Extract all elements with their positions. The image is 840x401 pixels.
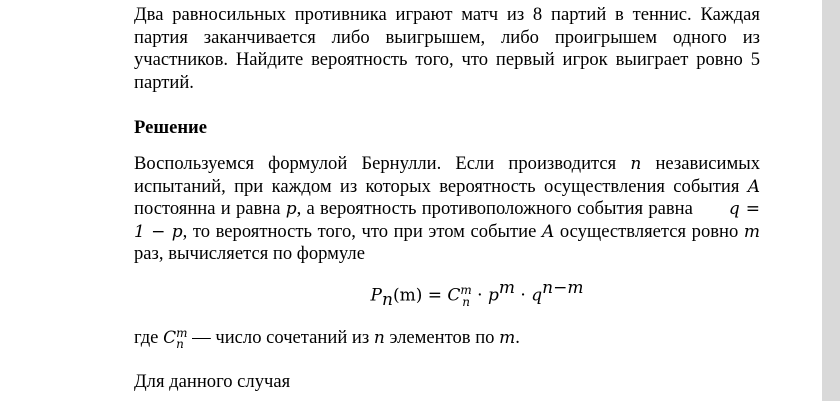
combinations-paragraph-block bbox=[134, 327, 760, 350]
text-span: , то вероятность того, что при этом событие bbox=[182, 220, 542, 242]
text-span: , а вероятность противоположного события равна bbox=[296, 198, 693, 220]
math-A: A bbox=[541, 221, 555, 242]
math-n: n bbox=[630, 154, 642, 174]
formula-arg: (m) = bbox=[392, 285, 448, 306]
case-paragraph: Для данного случая bbox=[134, 371, 291, 392]
formula-dot: · bbox=[515, 285, 532, 306]
math-m: m bbox=[499, 328, 516, 348]
formula-C: C bbox=[447, 285, 461, 306]
math-q-expression: q = 1 − p bbox=[134, 199, 760, 242]
math-m: m bbox=[743, 221, 760, 242]
text-span: где bbox=[134, 327, 164, 348]
problem-statement: Два равносильных противника играют матч из 8 партий в теннис. Каждая партия заканчивается либо выигрышем, либо проигрышем одного из участников. Найдите вероятность того, что первый игрок выиграет ровно 5 партий. bbox=[134, 4, 760, 93]
text-span: раз, вычисляется по формуле bbox=[134, 243, 365, 265]
formula-q: q bbox=[531, 285, 543, 306]
formula-P-sub: n bbox=[381, 290, 393, 311]
math-C-sub: n bbox=[176, 336, 184, 351]
text-span: — число сочетаний из bbox=[187, 327, 374, 348]
formula-p: p bbox=[488, 285, 499, 306]
math-C-scripts bbox=[176, 325, 188, 351]
case-paragraph-block bbox=[134, 371, 760, 394]
math-C-sup: m bbox=[176, 325, 188, 340]
formula-dot: · bbox=[471, 285, 488, 306]
combinations-paragraph bbox=[134, 327, 760, 350]
bernoulli-paragraph-block bbox=[134, 153, 760, 266]
bernoulli-formula bbox=[134, 278, 760, 311]
solution-heading-block bbox=[134, 117, 760, 140]
formula-C-sup: m bbox=[460, 283, 472, 297]
formula-C-sub: n bbox=[462, 295, 470, 309]
formula-P: P bbox=[370, 285, 382, 306]
text-span: постоянна и равна bbox=[134, 198, 286, 220]
problem-statement-block bbox=[134, 4, 760, 94]
text-span: независимых испытаний, при каждом из которых вероятность осуществления события bbox=[134, 153, 760, 197]
text-span: элементов по bbox=[384, 327, 500, 348]
right-edge bbox=[822, 0, 840, 401]
math-C: C bbox=[163, 328, 177, 348]
formula-q-sup: n−m bbox=[542, 278, 584, 299]
text-span: Воспользуемся формулой Бернулли. Если производится bbox=[134, 153, 631, 174]
math-n: n bbox=[373, 328, 385, 348]
formula-p-sup: m bbox=[498, 278, 516, 299]
math-A: A bbox=[747, 176, 760, 197]
bernoulli-formula-block bbox=[134, 278, 760, 311]
formula-C-scripts bbox=[460, 284, 471, 308]
bernoulli-paragraph bbox=[134, 153, 760, 266]
text-span: . bbox=[515, 327, 520, 348]
text-span: осуществляется ровно bbox=[554, 220, 744, 242]
math-p: p bbox=[285, 199, 297, 220]
solution-heading: Решение bbox=[134, 117, 207, 138]
